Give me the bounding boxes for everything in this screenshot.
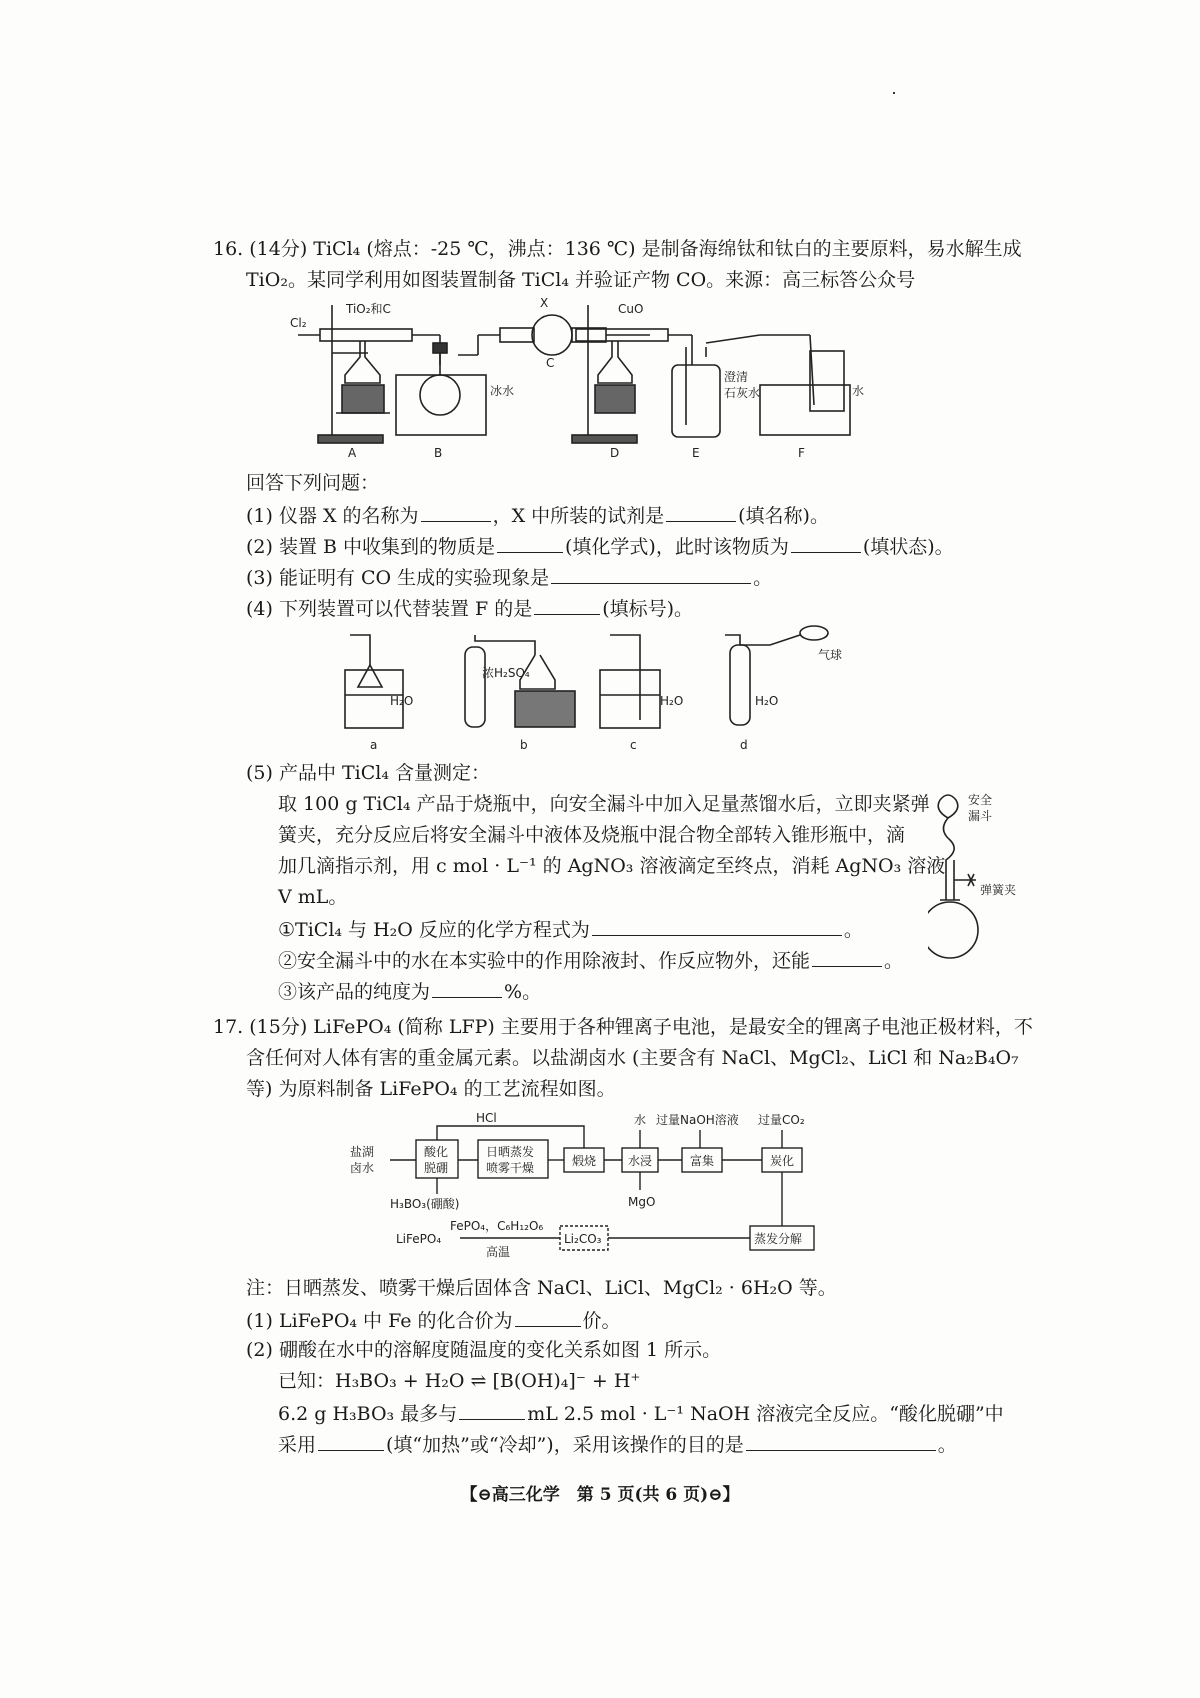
label-cl2: Cl₂ <box>290 316 307 330</box>
flow-water-in: 水 <box>634 1113 647 1127</box>
process-flowchart <box>350 1110 910 1260</box>
answer-blank[interactable] <box>791 532 861 553</box>
label-b: b <box>520 738 528 752</box>
label-clamp: 弹簧夹 <box>980 883 1017 897</box>
flow-mgo: MgO <box>628 1195 656 1209</box>
flow-li2co3: Li₂CO₃ <box>564 1232 602 1246</box>
answer-blank[interactable] <box>666 501 736 522</box>
q17-part2-q: 6.2 g H₃BO₃ 最多与 mL 2.5 mol · L⁻¹ NaOH 溶液完全反应。“酸化脱硼”中 <box>278 1399 1004 1427</box>
q16-part5-q3: ③该产品的纯度为 %。 <box>278 977 541 1005</box>
label-balloon: 气球 <box>818 648 843 662</box>
q17-intro-line1: 17. (15分) LiFePO₄ (简称 LFP) 主要用于各种锂离子电池，是最安全的锂离子电池正极材料，不 <box>213 1016 1033 1038</box>
label-a: a <box>370 738 378 752</box>
speck <box>893 92 895 94</box>
q16-part5-title: (5) 产品中 TiCl₄ 含量测定： <box>246 762 491 784</box>
label-D: D <box>610 446 620 460</box>
q17-known: 已知：H₃BO₃ + H₂O ⇌ [B(OH)₄]⁻ + H⁺ <box>278 1370 641 1392</box>
q16-part5-line4: V mL。 <box>278 886 348 908</box>
q17-intro-line2: 含任何对人体有害的重金属元素。以盐湖卤水 (主要含有 NaCl、MgCl₂、LiCl 和 Na₂B₄O₇ <box>246 1047 1019 1069</box>
answer-blank[interactable] <box>432 977 502 998</box>
label-funnel-1: 安全 <box>968 793 993 807</box>
q17-note: 注：日晒蒸发、喷雾干燥后固体含 NaCl、LiCl、MgCl₂ · 6H₂O 等。 <box>246 1277 837 1299</box>
flow-box2-a: 日晒蒸发 <box>486 1145 535 1159</box>
flow-box6: 炭化 <box>770 1154 795 1168</box>
label-F: F <box>798 446 805 460</box>
flow-box4: 水浸 <box>628 1154 653 1168</box>
answer-blank[interactable] <box>551 563 751 584</box>
q16-part2: (2) 装置 B 中收集到的物质是 (填化学式)，此时该物质为 (填状态)。 <box>246 532 954 560</box>
q16-part3: (3) 能证明有 CO 生成的实验现象是 。 <box>246 563 772 591</box>
flow-feed-2: 卤水 <box>350 1161 375 1175</box>
label-lime-2: 石灰水 <box>724 386 761 400</box>
answer-blank[interactable] <box>318 1430 384 1451</box>
label-c: c <box>630 738 637 752</box>
q16-prompt: 回答下列问题： <box>246 472 380 494</box>
label-h2o-d: H₂O <box>755 694 779 708</box>
answer-blank[interactable] <box>746 1430 936 1451</box>
label-h2o-a: H₂O <box>390 694 414 708</box>
label-E: E <box>692 446 700 460</box>
flow-co2: 过量CO₂ <box>758 1113 805 1127</box>
answer-blank[interactable] <box>515 1306 581 1327</box>
flow-feed-1: 盐湖 <box>350 1145 375 1159</box>
flow-hightemp: 高温 <box>486 1245 511 1259</box>
label-funnel-2: 漏斗 <box>968 809 993 823</box>
q17-part2: (2) 硼酸在水中的溶解度随温度的变化关系如图 1 所示。 <box>246 1339 722 1361</box>
q16-part5-q1: ①TiCl₄ 与 H₂O 反应的化学方程式为 。 <box>278 915 863 943</box>
q16-part5-line2: 簧夹，充分反应后将安全漏斗中液体及烧瓶中混合物全部转入锥形瓶中，滴 <box>278 824 906 846</box>
q17-part2-r: 采用 (填“加热”或“冷却”)，采用该操作的目的是 。 <box>278 1430 957 1458</box>
q16-intro-line1: 16. (14分) TiCl₄ (熔点：-25 ℃，沸点：136 ℃) 是制备海绵钛和钛白的主要原料，易水解生成 <box>213 238 1022 260</box>
safety-funnel-apparatus <box>928 790 1028 970</box>
label-tio2c: TiO₂和C <box>346 302 391 316</box>
flow-box1-b: 脱硼 <box>424 1161 449 1175</box>
flow-box3: 煅烧 <box>572 1154 597 1168</box>
label-A: A <box>348 446 357 460</box>
answer-blank[interactable] <box>812 946 882 967</box>
label-d: d <box>740 738 748 752</box>
q17-intro-line3: 等) 为原料制备 LiFePO₄ 的工艺流程如图。 <box>246 1078 616 1100</box>
flow-hcl: HCl <box>476 1111 497 1125</box>
flow-box2-b: 喷雾干燥 <box>486 1161 535 1175</box>
answer-blank[interactable] <box>421 501 491 522</box>
flow-box5: 富集 <box>690 1154 715 1168</box>
q16-part4: (4) 下列装置可以代替装置 F 的是 (填标号)。 <box>246 594 693 622</box>
flow-box7: 蒸发分解 <box>754 1232 803 1246</box>
q16-part5-q2: ②安全漏斗中的水在本实验中的作用除液封、作反应物外，还能 。 <box>278 946 903 974</box>
page-footer: 【⊖高三化学 第 5 页(共 6 页)⊖】 <box>460 1485 740 1505</box>
answer-blank[interactable] <box>534 594 600 615</box>
q16-part5-line3: 加几滴指示剂，用 c mol · L⁻¹ 的 AgNO₃ 溶液滴定至终点，消耗 AgNO₃ 溶液 <box>278 855 946 877</box>
label-h2so4: 浓H₂SO₄ <box>482 666 530 680</box>
label-lime-1: 澄清 <box>724 370 749 384</box>
answer-blank[interactable] <box>459 1399 525 1420</box>
label-cuo: CuO <box>618 302 644 316</box>
q16-part1: (1) 仪器 X 的名称为 ，X 中所装的试剂是 (填名称)。 <box>246 501 829 529</box>
q16-intro-line2: TiO₂。某同学利用如图装置制备 TiCl₄ 并验证产物 CO。来源：高三标答公众号 <box>246 269 916 291</box>
label-x: X <box>540 296 549 310</box>
answer-blank[interactable] <box>497 532 563 553</box>
flow-reagents: FePO₄，C₆H₁₂O₆ <box>450 1219 544 1233</box>
label-C: C <box>546 356 555 370</box>
q17-part1: (1) LiFePO₄ 中 Fe 的化合价为 价。 <box>246 1306 621 1334</box>
label-water: 水 <box>852 384 865 398</box>
q16-part5-line1: 取 100 g TiCl₄ 产品于烧瓶中，向安全漏斗中加入足量蒸馏水后，立即夹紧弹 <box>278 793 930 815</box>
flow-box1-a: 酸化 <box>424 1145 449 1159</box>
flow-boric: H₃BO₃(硼酸) <box>390 1197 460 1211</box>
apparatus-diagram <box>290 295 970 465</box>
alternative-devices <box>330 625 890 755</box>
label-ice-water: 冰水 <box>490 384 515 398</box>
label-B: B <box>434 446 443 460</box>
flow-product: LiFePO₄ <box>396 1232 442 1246</box>
flow-naoh: 过量NaOH溶液 <box>656 1113 739 1127</box>
answer-blank[interactable] <box>592 915 842 936</box>
label-h2o-c: H₂O <box>660 694 684 708</box>
